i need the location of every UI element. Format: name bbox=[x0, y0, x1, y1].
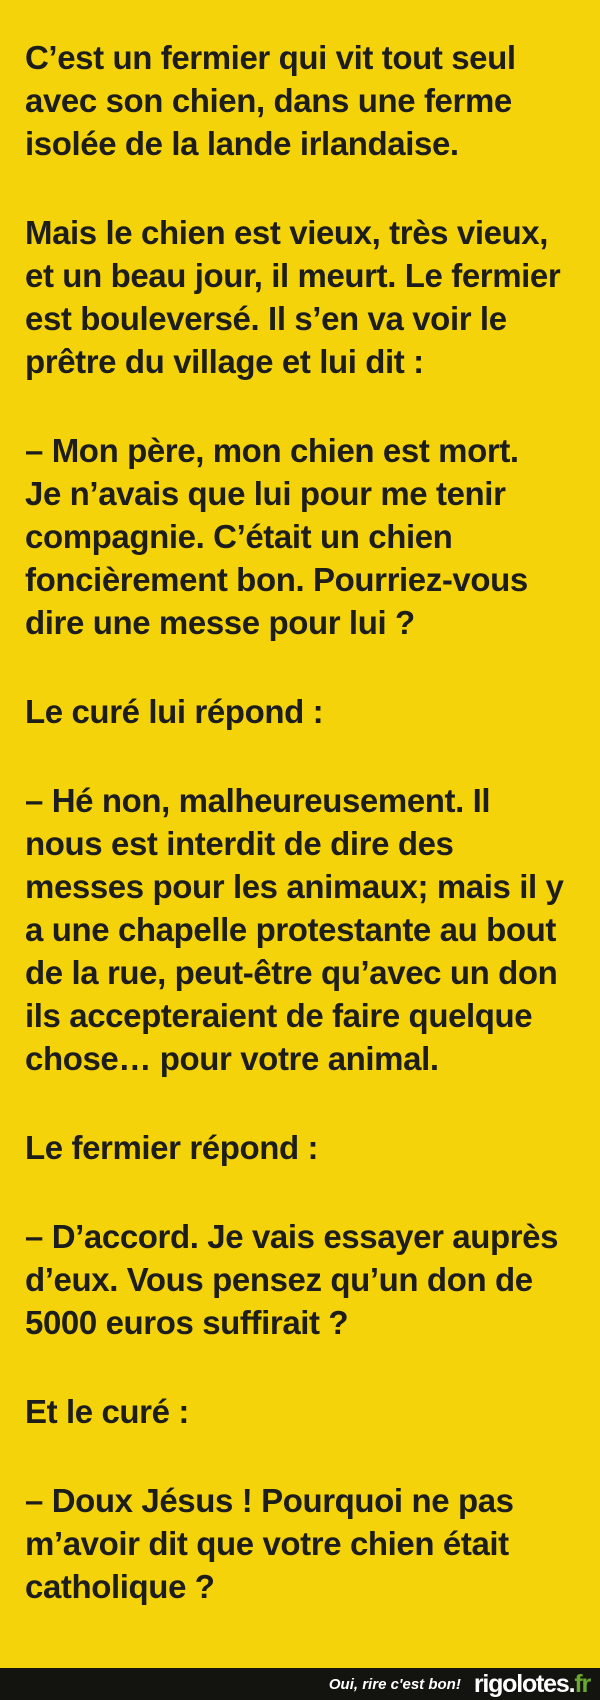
joke-line: – Doux Jésus ! Pourquoi ne pas bbox=[25, 1482, 514, 1519]
brand-name: rigolotes. bbox=[473, 1670, 575, 1698]
joke-paragraph bbox=[25, 211, 580, 383]
joke-paragraph bbox=[25, 779, 580, 1080]
joke-paragraph bbox=[25, 690, 580, 733]
footer-tagline: Oui, rire c'est bon! bbox=[328, 1675, 461, 1693]
joke-line: Je n’avais que lui pour me tenir bbox=[25, 475, 506, 512]
joke-line: messes pour les animaux; mais il y bbox=[25, 868, 564, 905]
joke-line: Le fermier répond : bbox=[25, 1129, 319, 1166]
joke-line: isolée de la lande irlandaise. bbox=[25, 125, 459, 162]
joke-line: 5000 euros suffirait ? bbox=[25, 1304, 349, 1341]
joke-line: Le curé lui répond : bbox=[25, 693, 324, 730]
joke-line: C’est un fermier qui vit tout seul bbox=[25, 39, 516, 76]
joke-paragraph bbox=[25, 36, 580, 165]
joke-line: d’eux. Vous pensez qu’un don de bbox=[25, 1261, 533, 1298]
joke-line: catholique ? bbox=[25, 1568, 215, 1605]
joke-line: nous est interdit de dire des bbox=[25, 825, 454, 862]
joke-line: ils accepteraient de faire quelque bbox=[25, 997, 533, 1034]
brand-tld: fr bbox=[574, 1670, 590, 1698]
joke-line: et un beau jour, il meurt. Le fermier bbox=[25, 257, 561, 294]
joke-paragraph bbox=[25, 1126, 580, 1169]
joke-line: Et le curé : bbox=[25, 1393, 189, 1430]
joke-line: – Hé non, malheureusement. Il bbox=[25, 782, 491, 819]
joke-line: foncièrement bon. Pourriez-vous bbox=[25, 561, 528, 598]
joke-line: chose… pour votre animal. bbox=[25, 1040, 439, 1077]
joke-line: de la rue, peut-être qu’avec un don bbox=[25, 954, 558, 991]
joke-line: – D’accord. Je vais essayer auprès bbox=[25, 1218, 559, 1255]
joke-line: Mais le chien est vieux, très vieux, bbox=[25, 214, 549, 251]
joke-line: m’avoir dit que votre chien était bbox=[25, 1525, 509, 1562]
joke-line: compagnie. C’était un chien bbox=[25, 518, 453, 555]
joke-line: avec son chien, dans une ferme bbox=[25, 82, 512, 119]
joke-paragraph bbox=[25, 1479, 580, 1608]
brand-wordmark[interactable] bbox=[474, 1668, 590, 1700]
joke-line: dire une messe pour lui ? bbox=[25, 604, 415, 641]
joke-line: a une chapelle protestante au bout bbox=[25, 911, 556, 948]
footer-bar bbox=[0, 1668, 600, 1700]
joke-paragraph bbox=[25, 1390, 580, 1433]
joke-paragraph bbox=[25, 429, 580, 644]
joke-paragraph bbox=[25, 1215, 580, 1344]
joke-line: prêtre du village et lui dit : bbox=[25, 343, 424, 380]
joke-line: est bouleversé. Il s’en va voir le bbox=[25, 300, 507, 337]
joke-line: – Mon père, mon chien est mort. bbox=[25, 432, 519, 469]
